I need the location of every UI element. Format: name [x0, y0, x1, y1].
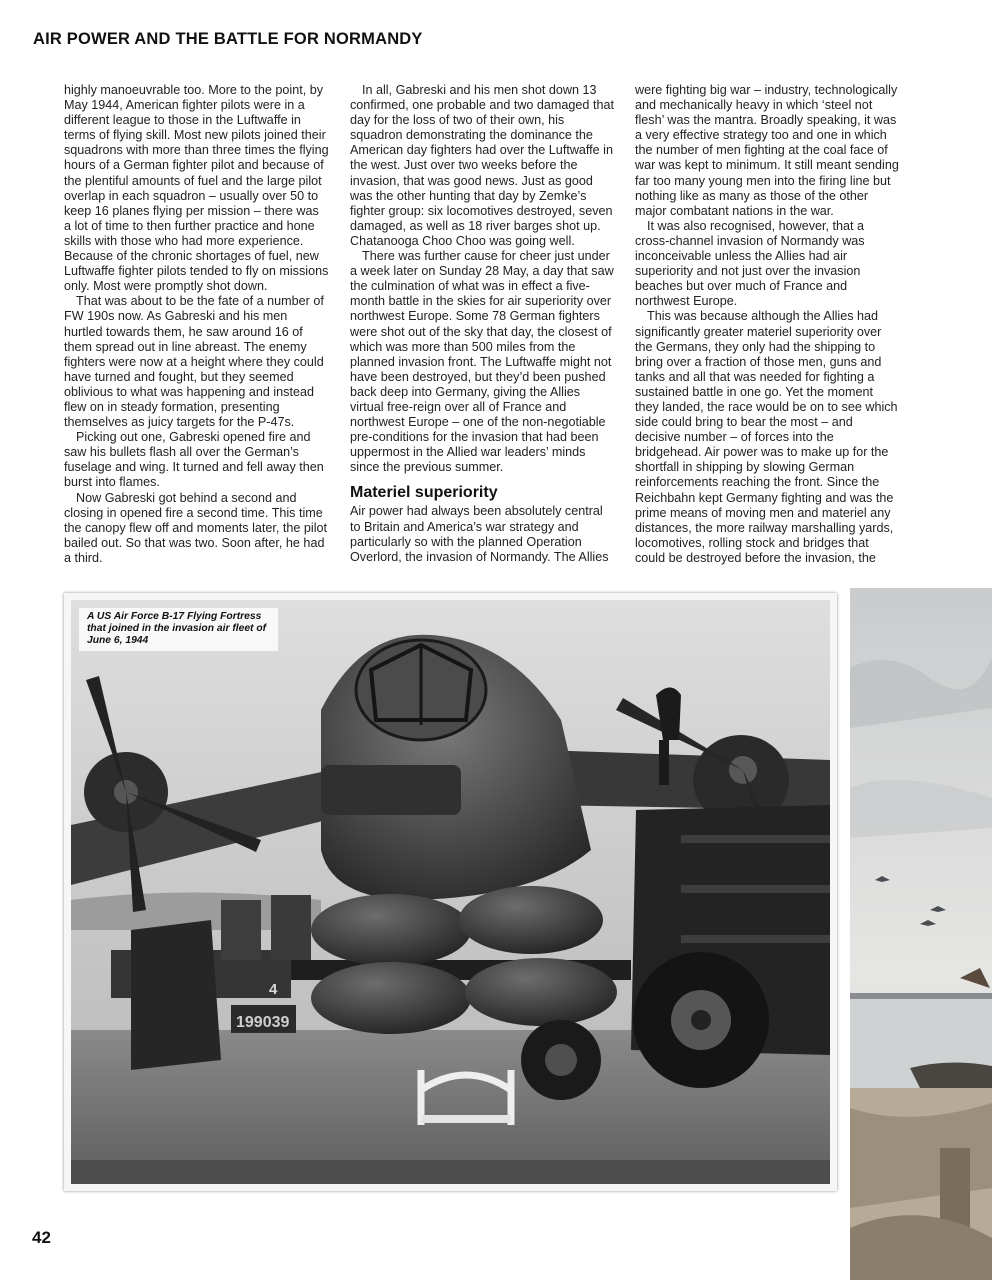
- trailer-number-4: 4: [269, 981, 278, 998]
- watercolour-painting: [850, 588, 992, 1280]
- text-column-3: [635, 83, 900, 566]
- paragraph: Picking out one, Gabreski opened fire and saw his bullets flash all over the German’s fuselage and wing. It turned and fell away then burst into flames.: [64, 430, 324, 490]
- page-number: 42: [32, 1228, 51, 1247]
- trailer-serial: 199039: [236, 1014, 290, 1031]
- photo-frame: [64, 593, 837, 1191]
- b17-photo-illustration: [71, 600, 830, 1184]
- photo-caption: A US Air Force B-17 Flying Fortress that joined in the invasion air fleet of June 6, 1944: [79, 608, 278, 651]
- paragraph: In all, Gabreski and his men shot down 13 confirmed, one probable and two damaged that day for the loss of two of their own, his squadron demonstrating the dominance the American day fighters had over the Luftwaffe in the west. Just over two weeks before the invasion, that was good news. Just as good was the other hunting that day by Zemke’s fighter group: six locomotives destroyed, seven damaged, as well as 18 river barges shot up. Chatanooga Choo Choo was going well.: [350, 83, 614, 248]
- paragraph: There was further cause for cheer just under a week later on Sunday 28 May, a day that saw the culmination of what was in effect a five-month battle in the skies for air superiority over northwest Europe. Some 78 German fighters were shot out of the sky that day, the closest of which was more than 500 miles from the planned invasion front. The Luftwaffe might not have been destroyed, but they’d been pushed back deep into Germany, giving the Allies virtual free-reign over all of France and northwest Europe – one of the non-negotiable pre-conditions for the invasion that had been uppermost in the Allied war leaders’ minds since the previous summer.: [350, 249, 614, 475]
- painting-image: [850, 588, 992, 1280]
- running-header: AIR POWER AND THE BATTLE FOR NORMANDY: [33, 30, 423, 48]
- paragraph: Air power had always been absolutely central to Britain and America’s war strategy and particularly so with the planned Operation Overlord, the invasion of Normandy. The Allies: [350, 504, 609, 564]
- text-column-1: [64, 83, 329, 566]
- paragraph: This was because although the Allies had significantly greater materiel superiority over the Germans, they only had the shipping to bring over a fraction of those men, guns and tanks and all that was needed for fighting a sustained battle in one go. Yet the moment they landed, the race would be on to see which side could bring to bear the most – and decisive number – of forces into the bridgehead. Air power was to make up for the shortfall in shipping by slowing German reinforcements reaching the front. Since the Reichbahn kept Germany fighting and was the prime means of moving men and materiel any distances, the more railway marshalling yards, locomotives, rolling stock and bridges that could be destroyed before the invasion, the: [635, 309, 898, 565]
- b17-photograph: [71, 600, 830, 1184]
- paragraph: Now Gabreski got behind a second and closing in opened fire a second time. This time the canopy flew off and moments later, the pilot bailed out. So that was two. Soon after, he had a third.: [64, 490, 327, 565]
- paragraph: were fighting big war – industry, technologically and mechanically heavy in which ‘steel not flesh’ was the mantra. Broadly speaking, it was a very effective strategy too and one in which the number of men fighting at the coal face of war was kept to minimum. It still meant sending far too many young men into the firing line but nothing like as many as those of the other major combatant nations in the war.: [635, 83, 899, 218]
- text-column-2: [350, 83, 615, 565]
- paragraph: highly manoeuvrable too. More to the point, by May 1944, American fighter pilots were in a different league to those in the Luftwaffe in terms of flying skill. Most new pilots joined their squadrons with more than three times the flying hours of a German fighter pilot and because of the plentiful amounts of fuel and the large pilot overlap in each squadron – usually over 50 to keep 16 planes flying per mission – there was a lot of time to then further practice and hone skills with those who had more experience. Because of the chronic shortages of fuel, new Luftwaffe fighter pilots tended to fly on missions only. Most were promptly shot down.: [64, 83, 329, 294]
- section-subheading: Materiel superiority: [350, 484, 498, 502]
- paragraph: That was about to be the fate of a number of FW 190s now. As Gabreski and his men hurtled towards them, he saw around 16 of them spread out in line abreast. The enemy fighters were now at a height where they could have turned and fought, but they seemed oblivious to what was happening and instead flew on in steady formation, presenting themselves as juicy targets for the P-47s.: [64, 294, 324, 430]
- paragraph: It was also recognised, however, that a cross-channel invasion of Normandy was inconceivable unless the Allies had air superiority and not just over the invasion beaches but over much of France and northwest Europe.: [635, 218, 865, 309]
